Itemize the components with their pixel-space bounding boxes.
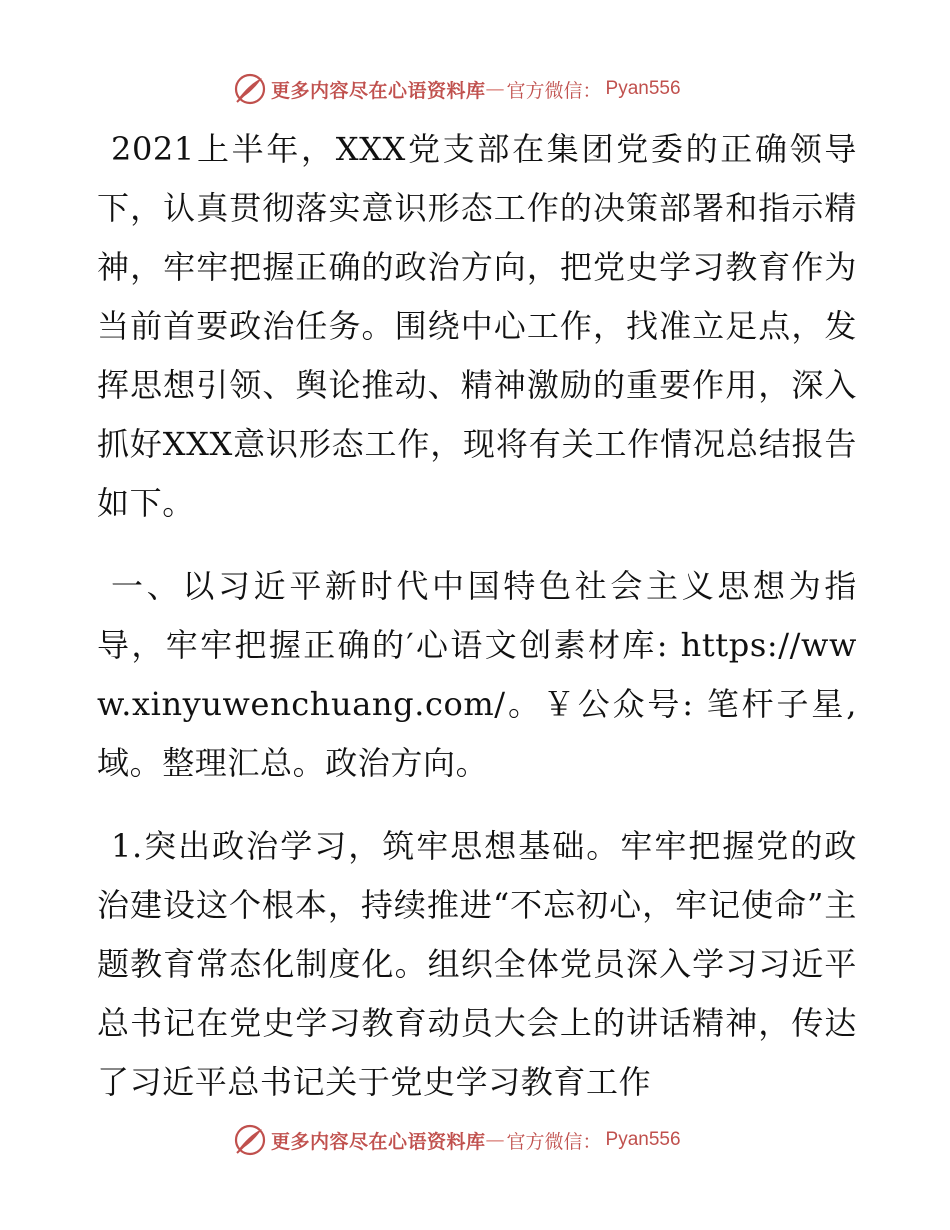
paragraph-section-heading: 一、以习近平新时代中国特色社会主义思想为指导，牢牢把握正确的′心语文创素材库: https://www.xinyuwenchuang.com/。￥公众号: 笔杆子星,域。整理汇总。政治方向。 — [97, 567, 857, 782]
quill-logo-icon — [233, 72, 267, 106]
document-body — [97, 120, 857, 1136]
quill-logo-icon — [233, 1123, 267, 1157]
footer-watermark — [233, 1123, 681, 1157]
watermark-separator: — — [485, 78, 505, 100]
paragraph-item-1: 1.突出政治学习，筑牢思想基础。牢牢把握党的政治建设这个根本，持续推进“不忘初心，牢记使命”主题教育常态化制度化。组织全体党员深入学习习近平总书记在党史学习教育动员大会上的讲话精神，传达了习近平总书记关于党史学习教育工作 — [97, 827, 857, 1101]
watermark-separator: — — [485, 1129, 505, 1151]
paragraph-intro: 2021上半年，XXX党支部在集团党委的正确领导下，认真贯彻落实意识形态工作的决策部署和指示精神，牢牢把握正确的政治方向，把党史学习教育作为当前首要政治任务。围绕中心工作，找准立足点，发挥思想引领、舆论推动、精神激励的重要作用，深入抓好XXX意识形态工作，现将有关工作情况总结报告如下。 — [97, 130, 857, 522]
header-watermark — [233, 72, 681, 106]
watermark-wechat-id: Pyan556 — [605, 78, 681, 99]
watermark-wechat-label: 官方微信： — [506, 1130, 602, 1153]
watermark-wechat-label: 官方微信： — [506, 79, 602, 102]
watermark-site-text: 更多内容尽在心语资料库 — [271, 1130, 486, 1153]
watermark-wechat-id: Pyan556 — [605, 1129, 681, 1150]
watermark-site-text: 更多内容尽在心语资料库 — [271, 79, 486, 102]
